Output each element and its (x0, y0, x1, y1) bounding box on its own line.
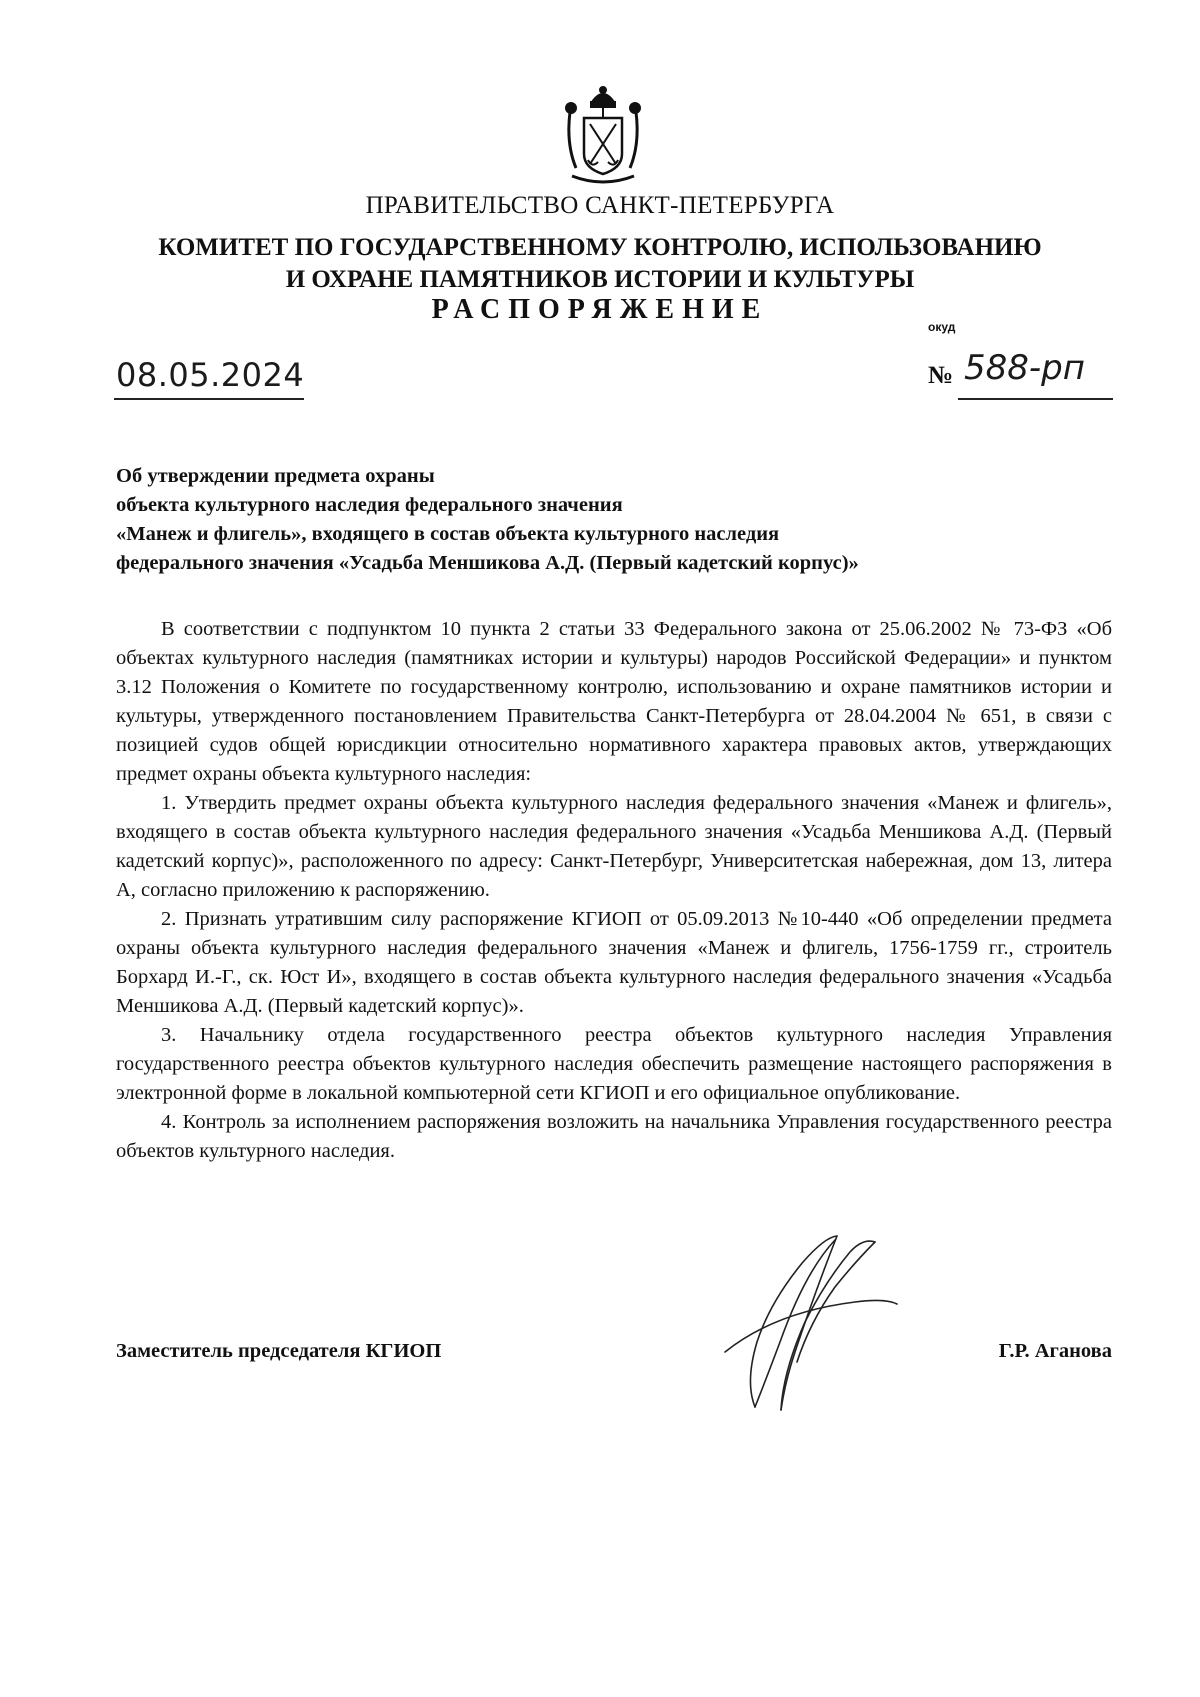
committee-line-1: КОМИТЕТ ПО ГОСУДАРСТВЕННОМУ КОНТРОЛЮ, ИСПОЛЬЗОВАНИЮ (158, 234, 1042, 261)
title-line: «Манеж и флигель», входящего в состав объекта культурного наследия (116, 523, 780, 545)
number-sign: № (928, 362, 954, 389)
item-1-paragraph: 1. Утвердить предмет охраны объекта культурного наследия федерального значения «Манеж и флигель», входящего в состав объекта культурного наследия федерального значения «Усадьба Меншикова А.Д. (Первый кадетский корпус)», расположенного по адресу: Санкт-Петербург, Университетская набережная, дом 13, литера А, согласно приложению к распоряжению. (116, 792, 1112, 901)
preamble-paragraph: В соответствии с подпунктом 10 пункта 2 статьи 33 Федерального закона от 25.06.2002 № 73-ФЗ «Об объектах культурного наследия (памятниках истории и культуры) народов Российской Федерации» и пунктом 3.12 Положения о Комитете по государственному контролю, использованию и охране памятников истории и культуры, утвержденного постановлением Правительства Санкт-Петербурга от 28.04.2004 № 651, в связи с позицией судов общей юрисдикции относительно нормативного характера правовых актов, утверждающих предмет охраны объекта культурного наследия: (116, 618, 1112, 785)
item-2-paragraph: 2. Признать утратившим силу распоряжение КГИОП от 05.09.2013 №10-440 «Об определении предмета охраны объекта культурного наследия федерального значения «Манеж и флигель, 1756-1759 гг., строитель Борхард И.-Г., ск. Юст И», входящего в состав объекта культурного наследия федерального значения «Усадьба Меншикова А.Д. (Первый кадетский корпус)». (116, 908, 1112, 1017)
signer-name: Г.Р. Аганова (998, 1340, 1112, 1362)
document-body (116, 615, 1112, 1166)
handwritten-signature (685, 1232, 900, 1422)
date-underline (114, 398, 304, 400)
document-title (116, 462, 859, 578)
document-type: РАСПОРЯЖЕНИЕ (431, 294, 769, 325)
number-underline (958, 398, 1113, 400)
item-4-paragraph: 4. Контроль за исполнением распоряжения возложить на начальника Управления государственного реестра объектов культурного наследия. (116, 1111, 1112, 1162)
okud-label: окуд (928, 320, 956, 334)
committee-line-2: И ОХРАНЕ ПАМЯТНИКОВ ИСТОРИИ И КУЛЬТУРЫ (285, 266, 915, 293)
coat-of-arms-icon (562, 84, 644, 186)
title-line: объекта культурного наследия федерального значения (116, 494, 623, 516)
title-line: Об утверждении предмета охраны (116, 465, 435, 487)
signer-position: Заместитель председателя КГИОП (116, 1340, 442, 1362)
item-3-paragraph: 3. Начальнику отдела государственного реестра объектов культурного наследия Управления государственного реестра объектов культурного наследия обеспечить размещение настоящего распоряжения в электронной форме в локальной компьютерной сети КГИОП и его официальное опубликование. (116, 1024, 1112, 1104)
document-number: 588-рп (964, 348, 1085, 388)
title-line: федерального значения «Усадьба Меншикова А.Д. (Первый кадетский корпус)» (116, 552, 859, 574)
government-name: ПРАВИТЕЛЬСТВО САНКТ-ПЕТЕРБУРГА (365, 192, 835, 219)
document-date: 08.05.2024 (116, 356, 305, 394)
committee-name (0, 232, 1200, 296)
